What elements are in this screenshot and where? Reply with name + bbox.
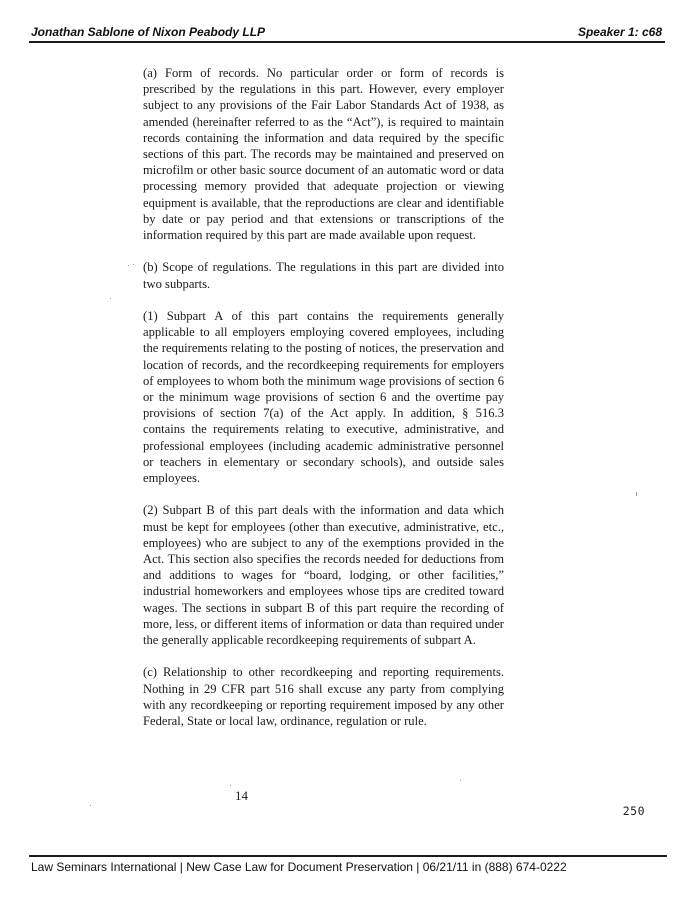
- paragraph-subpart-a: (1) Subpart A of this part contains the requirements generally applicable to all employers employing covered employees, including the requirements relating to the posting of notices, the preservation and location of records, and the recordkeeping requirements for employers of employees to whom both the minimum wage provisions of section 6 or the minimum wage provisions of section 6 and the overtime pay provisions of section 7(a) of the Act apply. In addition, § 516.3 contains the requirements relating to executive, administrative, and professional employees (including academic administrative personnel or teachers in elementary or secondary schools), and outside sales employees.: [143, 309, 504, 486]
- footer-text: Law Seminars International | New Case Law for Document Preservation | 06/21/11 in (888) 674-0222: [31, 860, 567, 874]
- paragraph-subpart-b: (2) Subpart B of this part deals with the information and data which must be kept for employees (other than executive, administrative, etc., employees) who are subject to any of the exemptions provided in the Act. This section also specifies the records needed for deductions from and additions to wages for “board, lodging, or other facilities,” industrial homeworkers and employees whose tips are credited toward wages. The sections in subpart B of this part require the recording of more, less, or different items of information or data than required under the generally applicable recordkeeping requirements of subpart A.: [143, 503, 504, 648]
- header-speaker-name: Jonathan Sablone of Nixon Peabody LLP: [31, 25, 266, 39]
- page-footer: [29, 855, 667, 874]
- scan-speck: [110, 298, 111, 299]
- scan-speck: [128, 265, 129, 266]
- page-number-value: 14: [235, 788, 248, 803]
- paragraph-relationship-to-other-requirements: (c) Relationship to other recordkeeping and reporting requirements. Nothing in 29 CFR part 516 shall excuse any party from complying with any recordkeeping or reporting requirement imposed by any other Federal, State or local law, ordinance, regulation or rule.: [143, 665, 504, 729]
- paragraph-form-of-records: (a) Form of records. No particular order or form of records is prescribed by the regulations in this part. However, every employer subject to any provisions of the Fair Labor Standards Act of 1938, as amended (hereinafter referred to as the “Act”), is required to maintain records containing the information and data required by the specific sections of this part. The records may be maintained and preserved on microfilm or other basic source document of an automatic word or data processing memory provided that adequate projection or viewing equipment is available, that the reproductions are clear and identifiable by date or pay period and that extensions or transcriptions of the information required by this part are made available upon request.: [143, 66, 504, 243]
- scan-speck: [90, 805, 91, 806]
- page-header: [29, 25, 665, 43]
- scan-speck: [133, 264, 134, 265]
- scan-speck: [636, 492, 637, 496]
- paragraph-scope-of-regulations: (b) Scope of regulations. The regulations in this part are divided into two subparts.: [143, 260, 504, 291]
- scan-speck: [460, 780, 461, 781]
- header-speaker-code: Speaker 1: c68: [577, 25, 662, 39]
- scan-speck: [230, 785, 231, 786]
- document-body: [143, 65, 504, 745]
- bates-number: 250: [622, 804, 645, 818]
- page-number: [0, 788, 695, 804]
